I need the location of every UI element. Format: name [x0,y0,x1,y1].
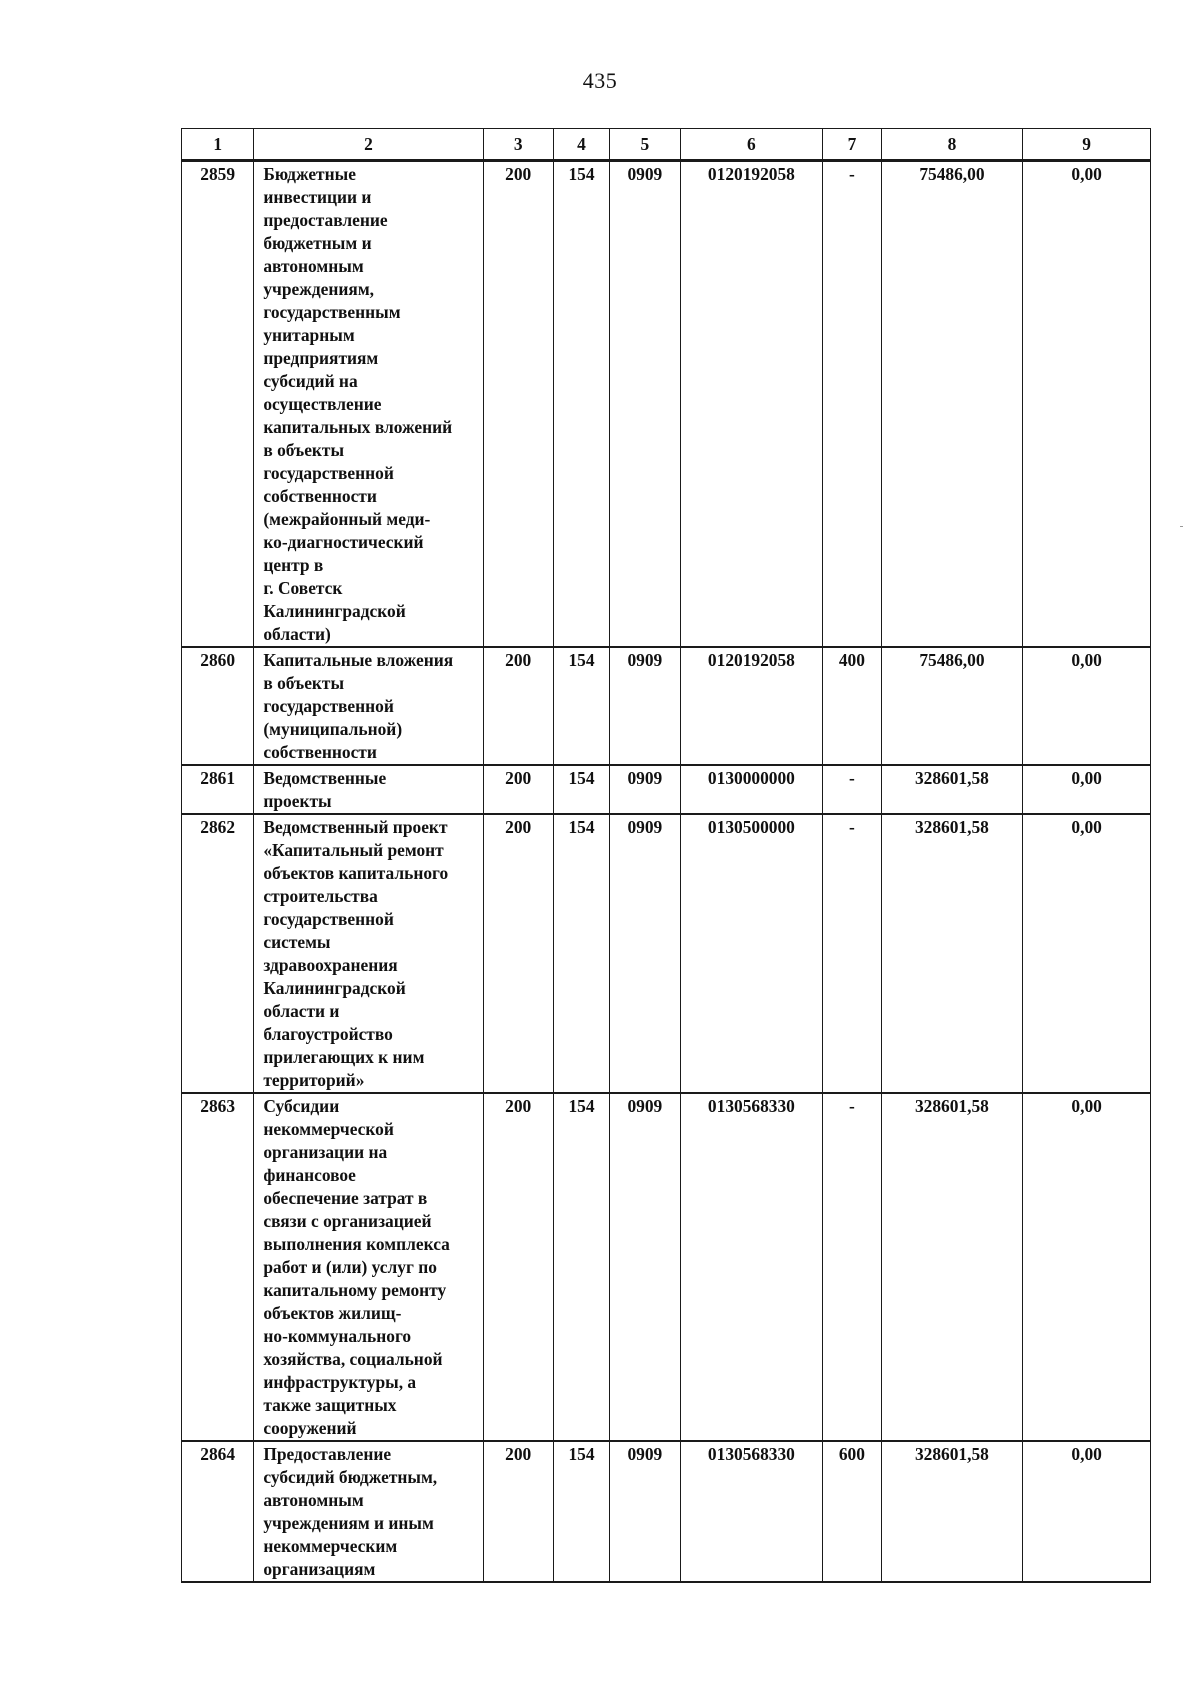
row-number: 2859 [182,161,254,648]
cell-col8: 328601,58 [881,765,1023,814]
column-header: 7 [823,129,881,161]
table-row [182,1441,1151,1582]
row-number: 2863 [182,1093,254,1441]
cell-col9: 0,00 [1023,1441,1151,1582]
row-name: Бюджетные инвестиции и предоставление бюджетным и автономным учреждениям, государственным унитарным предприятиям субсидий на осуществление капитальных вложений в объекты государственной собственности (межрайонный меди- ко-диагностический центр в г. Советск Калининградской области) [254,161,483,648]
cell-col6: 0130568330 [680,1093,823,1441]
cell-col8: 75486,00 [881,647,1023,765]
budget-table [181,128,1151,1583]
row-name: Субсидии некоммерческой организации на финансовое обеспечение затрат в связи с организацией выполнения комплекса работ и (или) услуг по капитальному ремонту объектов жилищ- но-коммунального хозяйства, социальной инфраструктуры, а также защитных сооружений [254,1093,483,1441]
cell-col5: 0909 [610,647,680,765]
cell-col3: 200 [483,765,553,814]
cell-col3: 200 [483,161,553,648]
cell-col4: 154 [553,1093,609,1441]
column-header: 8 [881,129,1023,161]
column-header: 5 [610,129,680,161]
cell-col9: 0,00 [1023,161,1151,648]
cell-col4: 154 [553,647,609,765]
cell-col7: 400 [823,647,881,765]
cell-col6: 0130568330 [680,1441,823,1582]
cell-col4: 154 [553,1441,609,1582]
cell-col3: 200 [483,647,553,765]
row-number: 2862 [182,814,254,1093]
cell-col8: 328601,58 [881,814,1023,1093]
column-header: 2 [254,129,483,161]
cell-col7: - [823,814,881,1093]
cell-col4: 154 [553,765,609,814]
column-header: 1 [182,129,254,161]
cell-col5: 0909 [610,814,680,1093]
cell-col8: 328601,58 [881,1093,1023,1441]
cell-col6: 0130000000 [680,765,823,814]
table-header-row [182,129,1151,161]
cell-col9: 0,00 [1023,1093,1151,1441]
cell-col9: 0,00 [1023,765,1151,814]
column-header: 6 [680,129,823,161]
cell-col9: 0,00 [1023,814,1151,1093]
cell-col6: 0120192058 [680,647,823,765]
cell-col8: 75486,00 [881,161,1023,648]
row-number: 2861 [182,765,254,814]
table-row [182,1093,1151,1441]
cell-col4: 154 [553,814,609,1093]
row-name: Предоставление субсидий бюджетным, автономным учреждениям и иным некоммерческим организациям [254,1441,483,1582]
cell-col5: 0909 [610,1441,680,1582]
cell-col3: 200 [483,814,553,1093]
cell-col7: - [823,1093,881,1441]
table-row [182,647,1151,765]
column-header: 3 [483,129,553,161]
table-row [182,765,1151,814]
column-header: 9 [1023,129,1151,161]
cell-col9: 0,00 [1023,647,1151,765]
cell-col6: 0120192058 [680,161,823,648]
cell-col3: 200 [483,1441,553,1582]
cell-col5: 0909 [610,161,680,648]
row-name: Ведомственные проекты [254,765,483,814]
row-name: Капитальные вложения в объекты государственной (муниципальной) собственности [254,647,483,765]
column-header: 4 [553,129,609,161]
cell-col4: 154 [553,161,609,648]
row-number: 2860 [182,647,254,765]
cell-col3: 200 [483,1093,553,1441]
cell-col8: 328601,58 [881,1441,1023,1582]
page-number: 435 [582,68,618,93]
cell-col7: - [823,765,881,814]
cell-col6: 0130500000 [680,814,823,1093]
table-row [182,161,1151,648]
row-name: Ведомственный проект «Капитальный ремонт объектов капитального строительства государственной системы здравоохранения Калининградской области и благоустройство прилегающих к ним территорий» [254,814,483,1093]
cell-col7: 600 [823,1441,881,1582]
cell-col7: - [823,161,881,648]
table-row [182,814,1151,1093]
cell-col5: 0909 [610,1093,680,1441]
row-number: 2864 [182,1441,254,1582]
scan-speck [1180,526,1183,527]
cell-col5: 0909 [610,765,680,814]
